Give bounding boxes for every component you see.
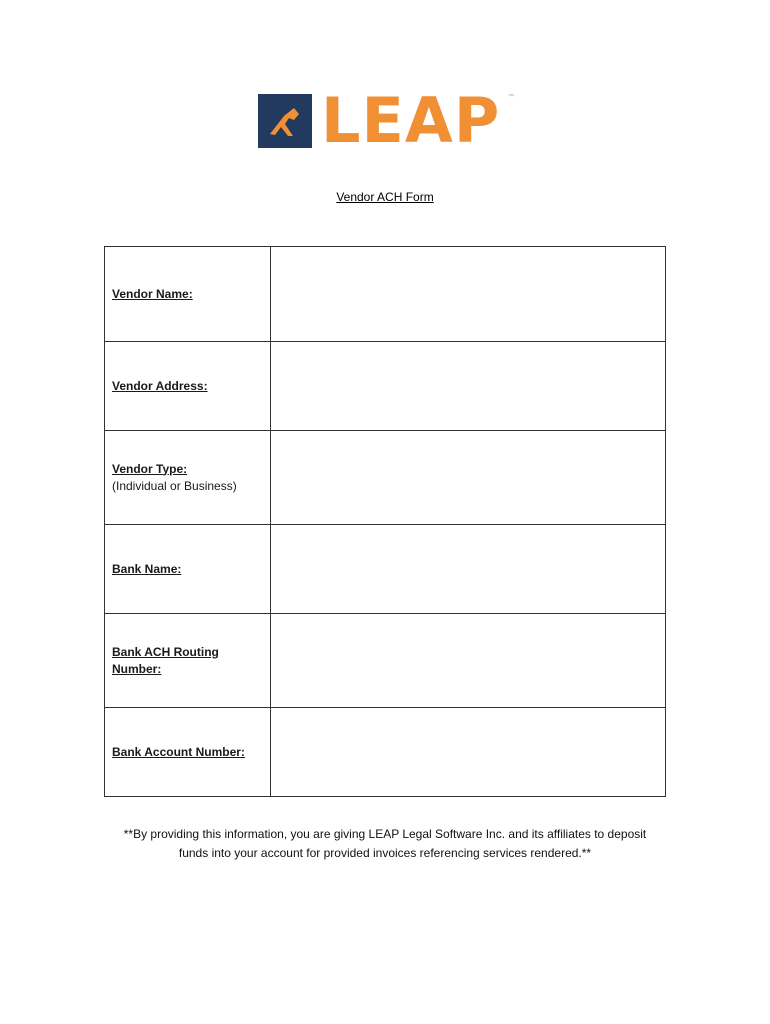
disclaimer-line-1: **By providing this information, you are giving LEAP Legal Software Inc. and its affiliates to deposit — [123, 827, 647, 841]
vendor-address-label: Vendor Address: — [112, 378, 208, 393]
field-row-bank-name — [105, 525, 666, 614]
vendor-address-label-cell — [105, 342, 271, 431]
routing-number-label: Bank ACH Routing Number: — [112, 644, 219, 676]
vendor-name-label-cell — [105, 247, 271, 342]
vendor-name-field[interactable] — [271, 247, 666, 342]
form-title: Vendor ACH Form — [336, 190, 434, 204]
field-row-account-number — [105, 708, 666, 797]
bank-name-label-cell — [105, 525, 271, 614]
vendor-type-label-cell — [105, 431, 271, 525]
field-row-routing-number — [105, 614, 666, 708]
vendor-type-label: Vendor Type: — [112, 461, 188, 476]
vendor-name-label: Vendor Name: — [112, 286, 193, 301]
ach-form-table — [104, 246, 666, 797]
bank-name-label: Bank Name: — [112, 561, 182, 576]
leap-logo — [258, 84, 518, 157]
logo-wordmark: LEAP — [321, 84, 501, 157]
vendor-address-field[interactable] — [271, 342, 666, 431]
account-number-label-cell — [105, 708, 271, 797]
leap-mark-icon — [258, 94, 312, 148]
account-number-label: Bank Account Number: — [112, 744, 245, 759]
routing-number-label-cell — [105, 614, 271, 708]
field-row-vendor-address — [105, 342, 666, 431]
logo-trademark: ™ — [508, 94, 514, 100]
account-number-field[interactable] — [271, 708, 666, 797]
field-row-vendor-name — [105, 247, 666, 342]
bank-name-field[interactable] — [271, 525, 666, 614]
vendor-type-hint: (Individual or Business) — [112, 478, 237, 493]
routing-number-field[interactable] — [271, 614, 666, 708]
field-row-vendor-type — [105, 431, 666, 525]
disclaimer-line-2: funds into your account for provided invoices referencing services rendered.** — [178, 846, 592, 860]
vendor-type-field[interactable] — [271, 431, 666, 525]
disclaimer — [90, 825, 680, 863]
